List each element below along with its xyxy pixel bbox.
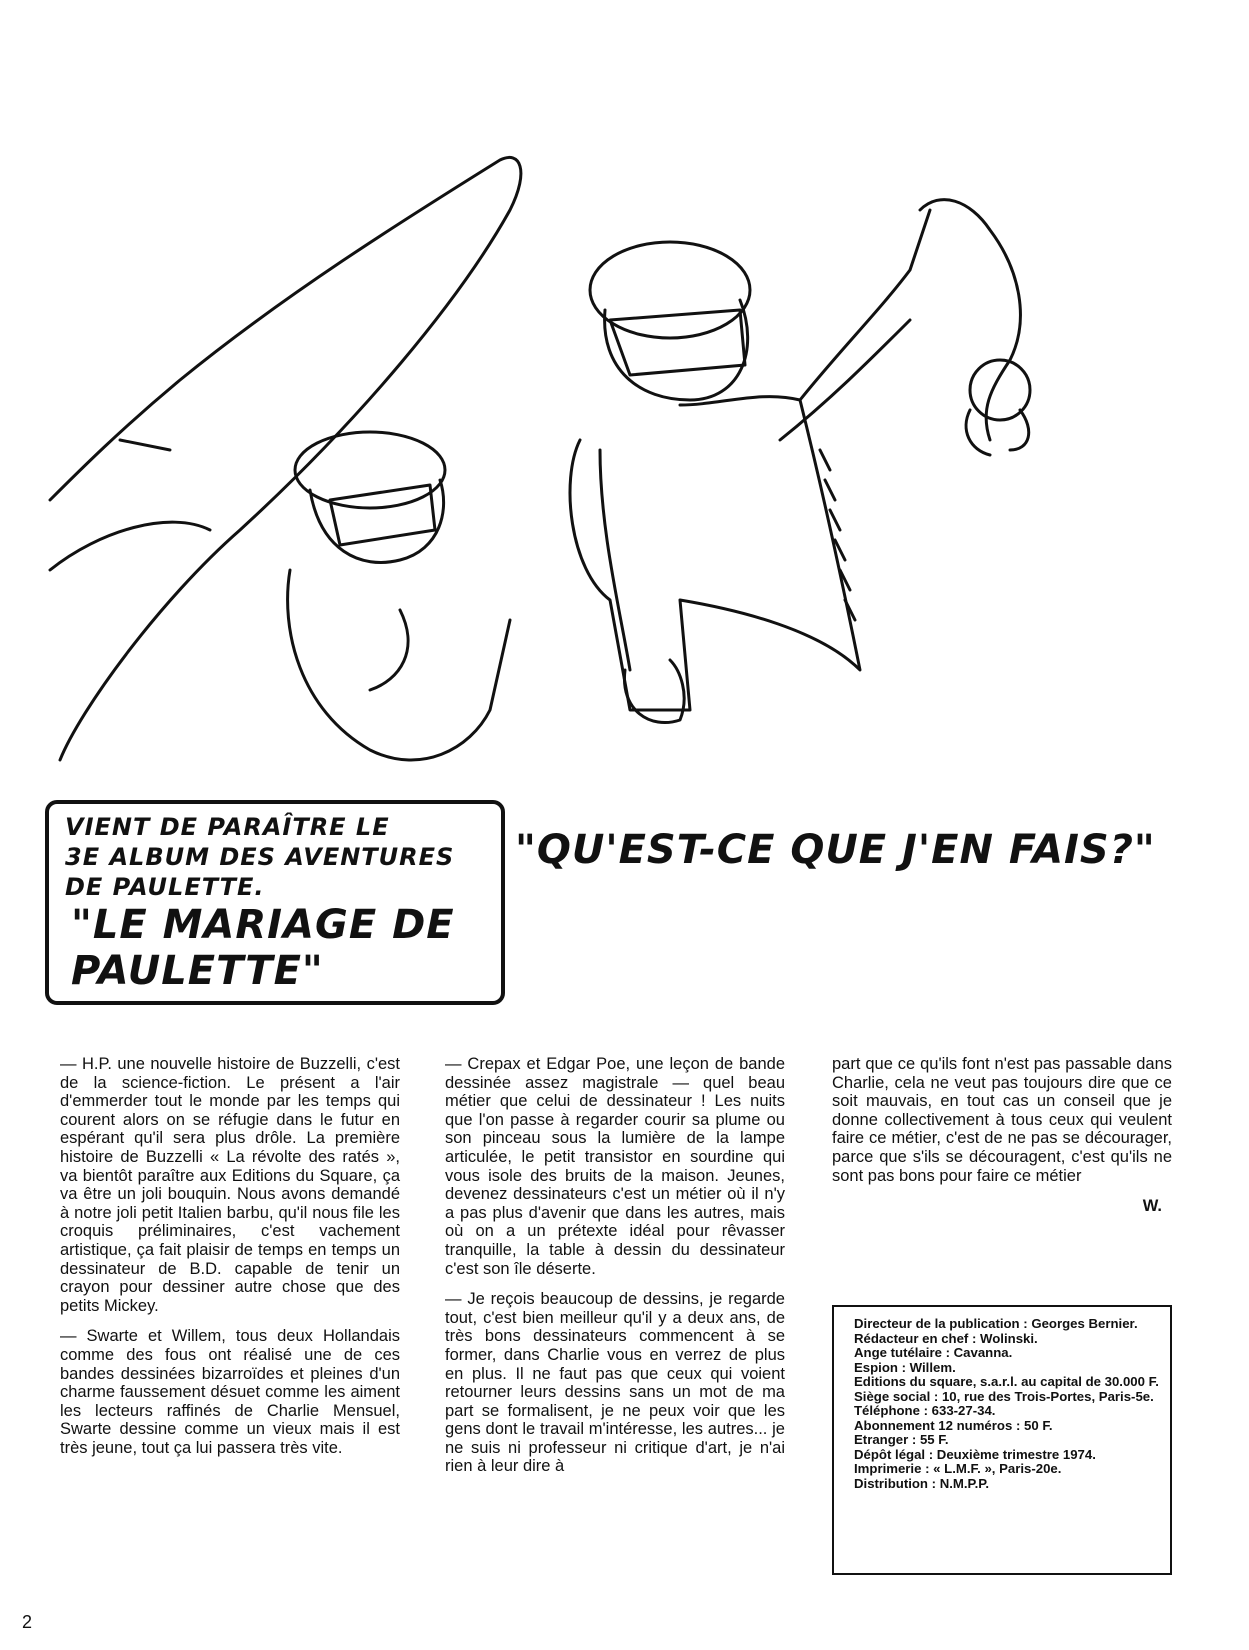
paragraph: — H.P. une nouvelle histoire de Buzzelli, c'est de la science-fiction. Le présent a l'air d'emmerder tout le monde par les temps qui courent alors on se réfugie dans le futur en espérant qu'il sera plus drôle. La première histoire de Buzzelli « La révolte des ratés », va bientôt paraître aux Editions du Square, ça va être un joli bouquin. Nous avons demandé à notre joli petit Italien barbu, qu'il nous file les croquis préliminaires, c'est vachement artistique, ça fait plaisir de temps en temps un dessinateur de B.D. capable de tenir un crayon pour dessiner autre chose que des petits Mickey. xyxy=(60,1055,400,1315)
colophon-entry: Ange tutélaire : Cavanna. xyxy=(854,1345,1013,1360)
paragraph: part que ce qu'ils font n'est pas passable dans Charlie, cela ne veut pas toujours dire que ce soit mauvais, en tout cas un conseil que je donne collectivement à tous ceux qui veulent faire ce métier, c'est de ne pas se décourager, parce que s'ils se découragent, c'est qu'ils ne sont pas bons pour faire ce métier xyxy=(832,1055,1172,1185)
bed-fold xyxy=(50,522,210,570)
colophon-entry: Distribution : N.M.P.P. xyxy=(854,1475,990,1491)
album-line-3: DE PAULETTE. xyxy=(65,873,265,901)
mother-body xyxy=(288,570,510,760)
album-line-2: 3E ALBUM DES AVENTURES xyxy=(65,843,455,871)
colophon-entry: Rédacteur en chef : Wolinski. xyxy=(854,1330,1038,1346)
article-column-2 xyxy=(445,1055,785,1488)
bed-line xyxy=(120,440,170,450)
album-title-line-1: "LE MARIAGE DE xyxy=(71,902,455,948)
mother-arm xyxy=(370,610,408,690)
colophon-entry: Téléphone : 633-27-34. xyxy=(854,1403,996,1418)
colophon-entry: Directeur de la publication : Georges Bernier. xyxy=(854,1316,1138,1331)
colophon-entry: Abonnement 12 numéros : 50 F. xyxy=(854,1417,1053,1433)
doctor-mask xyxy=(610,310,745,375)
doctor-raised-arm xyxy=(800,210,930,400)
colophon-entry: Dépôt légal : Deuxième trimestre 1974. xyxy=(854,1446,1096,1462)
page-number: 2 xyxy=(22,1612,33,1632)
colophon-entry: Editions du square, s.a.r.l. au capital de 30.000 F. xyxy=(854,1374,1159,1389)
doctor-cap xyxy=(590,242,750,338)
article-column-1 xyxy=(60,1055,400,1469)
doctor-body xyxy=(570,397,860,710)
cartoon-illustration xyxy=(40,150,1220,790)
mother-cap xyxy=(295,432,445,508)
doctor-glove xyxy=(624,660,684,723)
colophon-entry: Siège social : 10, rue des Trois-Portes, Paris-5e. xyxy=(854,1388,1154,1404)
colophon-entry: Imprimerie : « L.M.F. », Paris-20e. xyxy=(854,1461,1062,1476)
baby-body xyxy=(920,200,1020,440)
album-line-1: VIENT DE PARAÎTRE LE xyxy=(65,813,390,841)
colophon-box xyxy=(832,1305,1172,1575)
paragraph: — Swarte et Willem, tous deux Hollandais comme des fous ont réalisé une de ces bandes dessinées bizarroïdes et pleines d'un charme faussement désuet comme les aiment les lecteurs raffinés de Charlie Mensuel, Swarte dessine comme un vieux mais il est très jeune, tout ça lui passera très vite. xyxy=(60,1327,400,1457)
speech-quote: "QU'EST-CE QUE J'EN FAIS?" xyxy=(515,827,1156,873)
album-announcement-box xyxy=(45,800,505,1005)
doctor-raised-arm-2 xyxy=(780,320,910,440)
article-column-3 xyxy=(832,1055,1172,1216)
album-title-line-2: PAULETTE" xyxy=(71,948,324,994)
mother-mask xyxy=(330,485,435,545)
hatching xyxy=(820,450,855,620)
colophon-entry: Espion : Willem. xyxy=(854,1359,956,1375)
bed-outline xyxy=(50,157,521,760)
paragraph: — Crepax et Edgar Poe, une leçon de bande dessinée assez magistrale — quel beau métier que celui de dessinateur ! Les nuits que l'on passe à regarder courir sa plume ou son pinceau sous la lumière de la lampe articulée, le petit transistor en sourdine qui vous isole des bruits de la maison. Jeunes, devenez dessinateurs c'est un métier où il n'y a pas plus d'avenir que dans les autres, mais où on a un prétexte idéal pour rêvasser tranquille, la table à dessin du dessinateur c'est son île déserte. xyxy=(445,1055,785,1278)
paragraph: — Je reçois beaucoup de dessins, je regarde tout, c'est bien meilleur qu'il y a deux ans, de très bons dessinateurs commencent à se former, dans Charlie vous en verrez de plus en plus. Il ne faut pas que ceux qui voient retourner leurs dessins sans un mot de ma part se formalisent, je ne peux voir que les gens dont le travail m'intéresse, les autres... je ne suis ni professeur ni critique d'art, je n'ai rien à leur dire à xyxy=(445,1290,785,1476)
author-signature: W. xyxy=(1142,1197,1162,1216)
doctor-left-arm xyxy=(600,450,630,670)
colophon-entry: Etranger : 55 F. xyxy=(854,1432,949,1447)
